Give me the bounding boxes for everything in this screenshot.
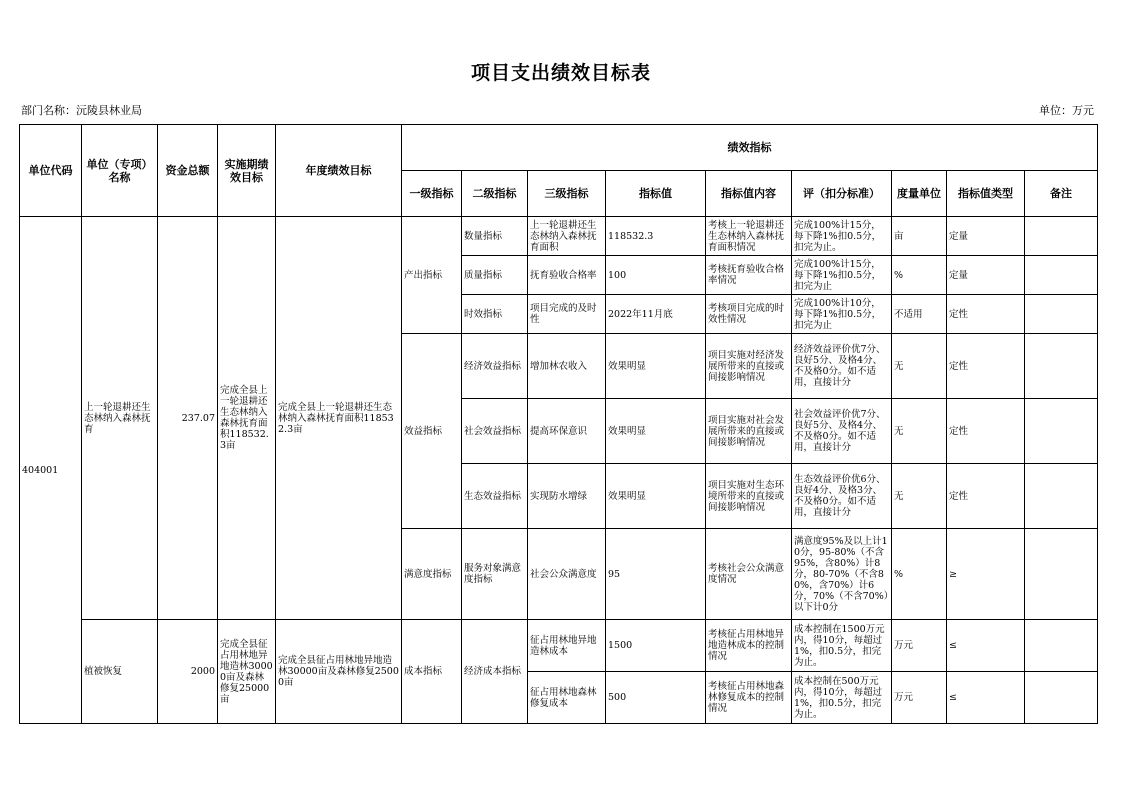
measure-unit-cell: % [892,256,947,295]
header-total-funds: 资金总额 [158,125,218,217]
scoring-cell: 经济效益评价优7分、良好5分、及格4分、不及格0分。如不适用，直接计分 [792,334,892,399]
level3-cell: 上一轮退耕还生态林纳入森林抚育面积 [528,217,606,256]
level2-cell: 服务对象满意度指标 [462,529,528,620]
header-measure-unit: 度量单位 [892,171,947,217]
measure-unit-cell: 亩 [892,217,947,256]
header-value: 指标值 [606,171,706,217]
annual-goal-cell: 完成全县征占用林地异地造林30000亩及森林修复25000亩 [276,620,402,724]
remark-cell [1025,464,1098,529]
header-level3: 三级指标 [528,171,606,217]
value-type-cell: ≤ [947,620,1025,672]
measure-unit-cell: 不适用 [892,295,947,334]
project-name-cell: 植被恢复 [82,620,158,724]
level3-cell: 征占用林地森林修复成本 [528,672,606,724]
table-row [20,620,1098,672]
scoring-cell: 社会效益评价优7分、良好5分、及格4分、不及格0分。如不适用，直接计分 [792,399,892,464]
level2-cell: 数量指标 [462,217,528,256]
level3-cell: 抚育验收合格率 [528,256,606,295]
level3-cell: 实现防水增绿 [528,464,606,529]
header-unit-code: 单位代码 [20,125,82,217]
level2-cell: 经济效益指标 [462,334,528,399]
level1-cell: 产出指标 [402,217,462,334]
content-cell: 项目实施对社会发展所带来的直接或间接影响情况 [706,399,792,464]
remark-cell [1025,256,1098,295]
level3-cell: 征占用林地异地造林成本 [528,620,606,672]
header-level1: 一级指标 [402,171,462,217]
department-label: 部门名称：沅陵县林业局 [21,104,142,117]
level1-cell: 效益指标 [402,334,462,529]
currency-unit-label: 单位：万元 [1039,104,1094,117]
measure-unit-cell: 无 [892,334,947,399]
value-cell: 效果明显 [606,399,706,464]
level3-cell: 项目完成的及时性 [528,295,606,334]
content-cell: 项目实施对经济发展所带来的直接或间接影响情况 [706,334,792,399]
value-type-cell: 定量 [947,217,1025,256]
remark-cell [1025,529,1098,620]
unit-code-cell: 404001 [20,217,82,724]
level2-cell: 时效指标 [462,295,528,334]
content-cell: 考核上一轮退耕还生态林纳入森林抚育面积情况 [706,217,792,256]
level1-cell: 满意度指标 [402,529,462,620]
header-period-goal: 实施期绩效目标 [218,125,276,217]
value-cell: 效果明显 [606,464,706,529]
scoring-cell: 完成100%计10分，每下降1%扣0.5分，扣完为止 [792,295,892,334]
content-cell: 项目实施对生态环境所带来的直接或间接影响情况 [706,464,792,529]
value-type-cell: ≥ [947,529,1025,620]
project-name-cell: 上一轮退耕还生态林纳入森林抚育 [82,217,158,620]
annual-goal-cell: 完成全县上一轮退耕还生态林纳入森林抚育面积118532.3亩 [276,217,402,620]
level2-cell: 经济成本指标 [462,620,528,724]
header-scoring: 评（扣分标准） [792,171,892,217]
level3-cell: 社会公众满意度 [528,529,606,620]
scoring-cell: 完成100%计15分，每下降1%扣0.5分，扣完为止 [792,256,892,295]
measure-unit-cell: 无 [892,464,947,529]
header-value-type: 指标值类型 [947,171,1025,217]
value-cell: 500 [606,672,706,724]
measure-unit-cell: % [892,529,947,620]
value-type-cell: 定性 [947,399,1025,464]
scoring-cell: 满意度95%及以上计10分，95-80%（不含95%，含80%）计8分，80-70%（不含80%，含70%）计6分，70%（不含70%）以下计0分 [792,529,892,620]
header-remark: 备注 [1025,171,1098,217]
remark-cell [1025,620,1098,672]
content-cell: 考核抚育验收合格率情况 [706,256,792,295]
table-row [20,217,1098,256]
level3-cell: 增加林农收入 [528,334,606,399]
remark-cell [1025,399,1098,464]
value-cell: 95 [606,529,706,620]
header-indicators: 绩效指标 [402,125,1098,171]
header-level2: 二级指标 [462,171,528,217]
level1-cell: 成本指标 [402,620,462,724]
scoring-cell: 成本控制在500万元内，得10分，每超过1%，扣0.5分，扣完为止。 [792,672,892,724]
value-type-cell: ≤ [947,672,1025,724]
value-cell: 2022年11月底 [606,295,706,334]
measure-unit-cell: 万元 [892,672,947,724]
content-cell: 考核征占用林地森林修复成本的控制情况 [706,672,792,724]
level2-cell: 质量指标 [462,256,528,295]
period-goal-cell: 完成全县上一轮退耕还生态林纳入森林抚育面积118532.3亩 [218,217,276,620]
value-type-cell: 定性 [947,295,1025,334]
header-content: 指标值内容 [706,171,792,217]
value-type-cell: 定性 [947,464,1025,529]
total-funds-cell: 237.07 [158,217,218,620]
measure-unit-cell: 无 [892,399,947,464]
remark-cell [1025,295,1098,334]
scoring-cell: 成本控制在1500万元内，得10分，每超过1%，扣0.5分，扣完为止。 [792,620,892,672]
remark-cell [1025,217,1098,256]
value-cell: 100 [606,256,706,295]
page-title: 项目支出绩效目标表 [470,62,651,84]
value-cell: 118532.3 [606,217,706,256]
value-cell: 1500 [606,620,706,672]
level3-cell: 提高环保意识 [528,399,606,464]
total-funds-cell: 2000 [158,620,218,724]
measure-unit-cell: 万元 [892,620,947,672]
value-type-cell: 定性 [947,334,1025,399]
content-cell: 考核征占用林地异地造林成本的控制情况 [706,620,792,672]
header-project-name: 单位（专项）名称 [82,125,158,217]
content-cell: 考核社会公众满意度情况 [706,529,792,620]
period-goal-cell: 完成全县征占用林地异地造林30000亩及森林修复25000亩 [218,620,276,724]
header-annual-goal: 年度绩效目标 [276,125,402,217]
value-cell: 效果明显 [606,334,706,399]
level2-cell: 生态效益指标 [462,464,528,529]
value-type-cell: 定量 [947,256,1025,295]
remark-cell [1025,334,1098,399]
level2-cell: 社会效益指标 [462,399,528,464]
scoring-cell: 生态效益评价优6分、良好4分、及格3分、不及格0分。如不适用，直接计分 [792,464,892,529]
content-cell: 考核项目完成的时效性情况 [706,295,792,334]
scoring-cell: 完成100%计15分，每下降1%扣0.5分，扣完为止。 [792,217,892,256]
performance-target-table [19,124,1098,724]
remark-cell [1025,672,1098,724]
